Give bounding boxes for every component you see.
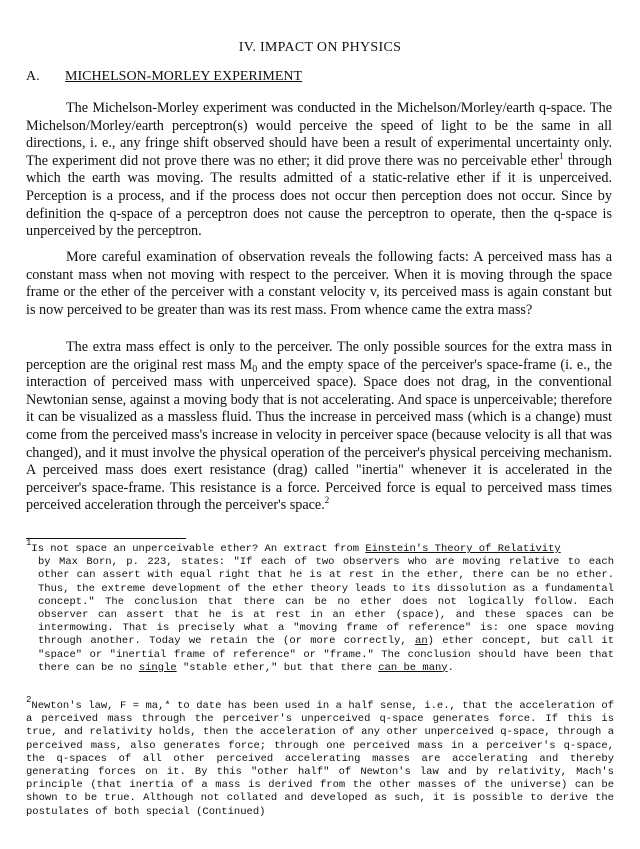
footnote-1-middle: by Max Born, p. 223, states: "If each of two observers who are moving relative to each other can assert with equal right that he is at rest in the ether, there can be no ether. Thus, the extreme development of the ether theory leads to its dissolution as a fundamental concept." The conclusion that there can be no ether does not logically follow. Each observer can assert that he is at rest in an ether (space), and these spaces can be intermowing. That is precisely what a "moving frame of reference" is: one space moving through another. Today we retain the (or more correctly, [38, 556, 614, 648]
emphasis-can-be-many: can be many [378, 661, 448, 674]
footnote-ref-2: 2 [324, 495, 330, 506]
footnote-1 [26, 538, 614, 675]
footnote-2-marker: 2 [26, 695, 32, 705]
book-title: Einstein's Theory of Relativity [365, 543, 561, 555]
paragraph-1-text: The Michelson-Morley experiment was conducted in the Michelson/Morley/earth q-space. The Michelson/Morley/earth perceptron(s) would perceive the speed of light to be the same in all directions, i. e., any fringe shift observed should have been a result of experimental uncertainty only. The experiment did not prove there was no ether; it did prove there was no perceivable ether [26, 100, 612, 169]
footnote-1-end: . [447, 661, 454, 674]
chapter-heading: IV. IMPACT ON PHYSICS [238, 40, 402, 55]
footnote-1-text: Is not space an unperceivable ether? An extract from [31, 543, 366, 555]
paragraph-3-rest: and the empty space of the perceiver's space-frame (i. e., the interaction of perceived mass with unperceived space). Space does not drag, in the conventional Newtonian sense, against a moving body that is not accelerating. And space is unperceivable; therefore it can be visualized as a massless fluid. Thus the increase in perceived mass (which is a change) must come from the perceived mass's increase in velocity in perceiver space (because velocity is all that was changed), and it must involve the physical operation of the perceiver's physical perceiving mechanism. A perceived mass does exert resistance (drag) called "inertia" whenever it is accelerated in the perceiver's space-frame. This resistance is a force. Perceived force is equal to perceived mass times perceived acceleration through the perceiver's space. [26, 356, 612, 514]
footnote-2 [26, 695, 614, 819]
paragraph-3-text: The extra mass effect is only to the perceiver. The only possible sources for the extra mass in perception are the original rest mass M [26, 339, 612, 373]
footnote-1-body [26, 556, 614, 675]
section-title: MICHELSON-MORLEY EXPERIMENT [65, 69, 303, 84]
footnote-1-after-an: ) ether concept, but call it "space" or "inertial frame of reference" or "frame." The conclusion should have been that there can be no [38, 635, 614, 674]
paragraph-3 [26, 339, 612, 515]
section-heading [26, 69, 302, 85]
footnote-2-text: Newton's law, F = ma,* to date has been used in a half sense, i.e., that the acceleration of a perceived mass through the perceiver's unperceived q-space generates force. If this is true, and relativity holds, then the acceleration of any other unperceived q-space, through a perceived mass, also generates force; through one perceived mass in a perceiver's q-space, the q-spaces of all other perceived accelerating masses are accelerating and thereby generating forces on it. By this "other half" of Newton's law and by relativity, Mach's principle (that inertia of a mass is derived from the other masses of the universe) can be shown to be true. Although not collated and developed as such, it is possible to derive the postulates of both special (Continued) [26, 700, 614, 818]
paragraph-1 [26, 100, 612, 241]
rest-mass-subscript: 0 [252, 363, 258, 375]
paragraph-2 [26, 249, 612, 319]
paragraph-2-text: More careful examination of observation reveals the following facts: A perceived mass has a constant mass when not moving with respect to the perceiver. When it is moving through the space frame or the ether of the perceiver with a constant velocity v, its perceived mass is again constant but is now perceived to be greater than was its rest mass. From whence came the extra mass? [26, 249, 612, 318]
footnote-divider [26, 538, 186, 539]
emphasis-single: single [138, 661, 177, 674]
section-letter: A. [26, 69, 40, 84]
footnote-ref-1: 1 [559, 150, 564, 161]
paragraph-1-rest: through which the earth was moving. The results admitted of a static-relative ether if it is unperceived. Perception is a process, and if the process does not occur then perception does not occur. Since by definition the q-space of a perceptron does not cause the perceptron to operate, then the q-space is unperceived by the perceptron. [26, 152, 612, 240]
emphasis-an: an [415, 635, 428, 648]
footnote-1-after-single: "stable ether," but that there [176, 661, 379, 674]
footnote-1-marker: 1 [26, 538, 32, 548]
